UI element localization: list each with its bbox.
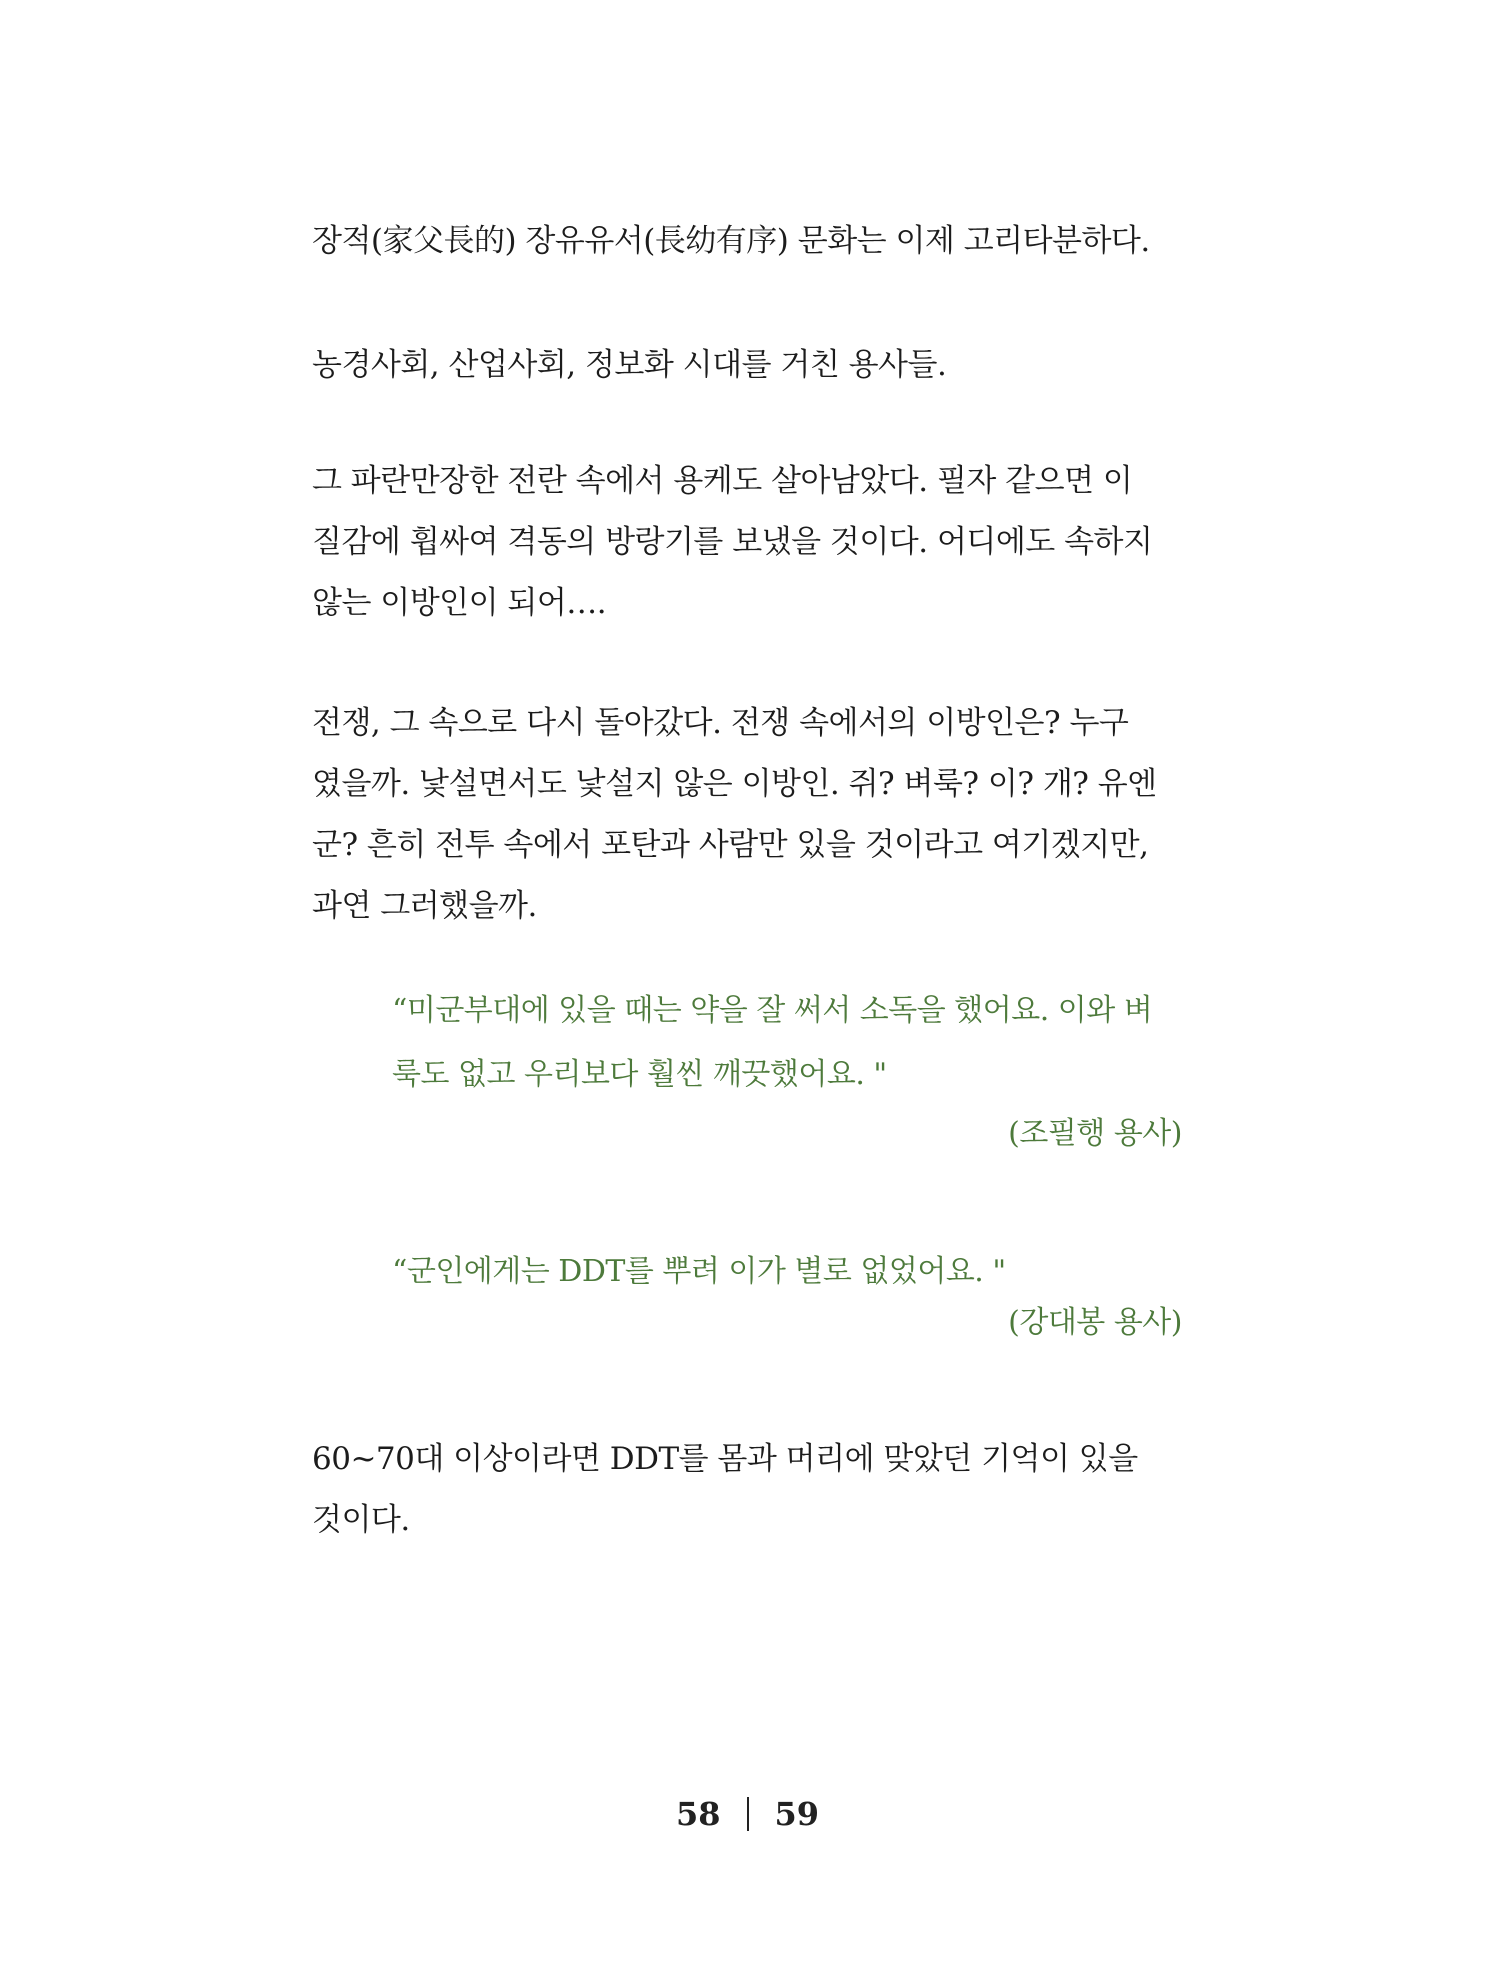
- page-number-divider: [747, 1797, 749, 1831]
- quote-2-speaker: (강대봉 용사): [1008, 1305, 1182, 1340]
- paragraph-1: [312, 211, 1182, 272]
- paragraph-line: 였을까. 낯설면서도 낯설지 않은 이방인. 쥐? 벼룩? 이? 개? 유엔: [312, 766, 1157, 802]
- paragraph-line: 질감에 휩싸여 격동의 방랑기를 보냈을 것이다. 어디에도 속하지: [312, 524, 1153, 560]
- quote-line: 룩도 없고 우리보다 훨씬 깨끗했어요. ": [392, 1057, 887, 1092]
- paragraph-line: 장적(家父長的) 장유유서(長幼有序) 문화는 이제 고리타분하다.: [312, 223, 1150, 259]
- paragraph-2: [312, 335, 1182, 396]
- page-number-right: 59: [774, 1795, 820, 1833]
- quote-line: “미군부대에 있을 때는 약을 잘 써서 소독을 했어요. 이와 벼: [392, 993, 1153, 1028]
- quote-1: [392, 979, 1182, 1107]
- paragraph-line: 60~70대 이상이라면 DDT를 몸과 머리에 맞았던 기억이 있을: [312, 1441, 1138, 1477]
- paragraph-3: [312, 451, 1182, 634]
- paragraph-line: 않는 이방인이 되어….: [312, 585, 607, 621]
- page-numbers: [0, 1795, 1495, 1834]
- paragraph-5: [312, 1429, 1182, 1551]
- paragraph-line: 전쟁, 그 속으로 다시 돌아갔다. 전쟁 속에서의 이방인은? 누구: [312, 705, 1129, 741]
- quote-1-speaker: (조필행 용사): [1008, 1116, 1182, 1151]
- page-number-left: 58: [675, 1795, 721, 1833]
- paragraph-4: [312, 693, 1182, 937]
- paragraph-line: 군? 흔히 전투 속에서 포탄과 사람만 있을 것이라고 여기겠지만,: [312, 827, 1149, 863]
- paragraph-line: 것이다.: [312, 1502, 410, 1538]
- paragraph-line: 그 파란만장한 전란 속에서 용케도 살아남았다. 필자 같으면 이: [312, 463, 1133, 499]
- paragraph-line: 과연 그러했을까.: [312, 888, 537, 924]
- quote-2: [392, 1240, 1182, 1304]
- paragraph-line: 농경사회, 산업사회, 정보화 시대를 거친 용사들.: [312, 347, 947, 383]
- quote-line: “군인에게는 DDT를 뿌려 이가 별로 없었어요. ": [392, 1254, 1006, 1289]
